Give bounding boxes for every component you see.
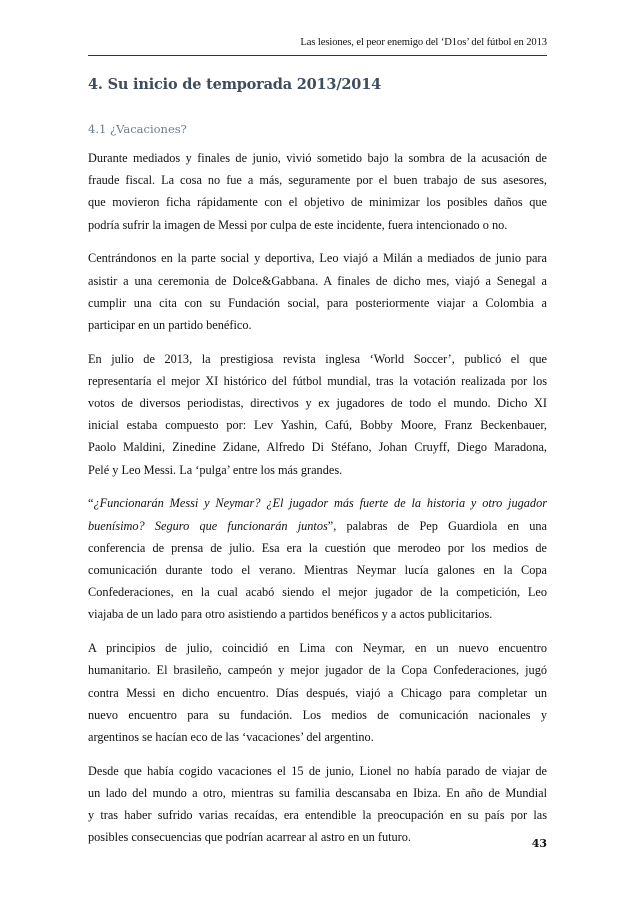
text-line: inicial estaba compuesto por: Lev Yashin, Cafú, Bobby Moore, Franz Beckenbauer, (88, 418, 547, 433)
quote-open-mark: “ (88, 496, 94, 511)
text-line: nuevo encuentro para su fundación. Los medios de comunicación nacionales y (88, 707, 547, 722)
text-line: que movieron ficha rápidamente con el objetivo de minimizar los posibles daños que (88, 195, 547, 210)
text-line: Centrándonos en la parte social y deportiva, Leo viajó a Milán a mediados de junio para (88, 251, 547, 266)
text-line: podría sufrir la imagen de Messi por culpa de este incidente, fuera intencionado o no. (88, 217, 508, 232)
guardiola-quote-part2: buenísimo? Seguro que funcionarán juntos (88, 518, 328, 533)
text-line: viajaba de un lado para otro asistiendo a partidos benéficos y a actos publicitarios. (88, 607, 493, 622)
text-line: En julio de 2013, la prestigiosa revista inglesa ‘World Soccer’, publicó el que (88, 351, 547, 366)
chapter-title: 4. Su inicio de temporada 2013/2014 (88, 76, 381, 93)
page-number: 43 (531, 837, 547, 850)
text-line: Durante mediados y finales de junio, vivió sometido bajo la sombra de la acusación de (88, 151, 547, 165)
text-line: asistir a una ceremonia de Dolce&Gabbana. A finales de dicho mes, viajó a Senegal a (88, 273, 547, 288)
text-line: argentinos se hacían eco de las ‘vacaciones’ del argentino. (88, 729, 374, 744)
text-line: conferencia de prensa de julio. Esa era la cuestión que merodeo por los medios de (88, 540, 547, 555)
text-line: Desde que había cogido vacaciones el 15 de junio, Lionel no había parado de viajar de (88, 763, 547, 778)
text-line: comunicación durante todo el verano. Mientras Neymar lucía galones en la Copa (88, 562, 547, 577)
text-line: participar en un partido benéfico. (88, 317, 252, 332)
text-line: Confederaciones, en la cual acabó siendo el mejor jugador de la competición, Leo (88, 585, 547, 600)
paragraph-3 (88, 348, 547, 481)
paragraph-2 (88, 247, 547, 336)
paragraph-5 (88, 637, 547, 748)
text-line (88, 492, 547, 514)
text-line: humanitario. El brasileño, campeón y mejor jugador de la Copa Confederaciones, jugó (88, 663, 547, 678)
text-line (88, 515, 547, 537)
section-title: 4.1 ¿Vacaciones? (88, 122, 187, 136)
body-text (88, 147, 547, 860)
quote-attribution: ”, palabras de Pep Guardiola en una (327, 518, 547, 533)
running-header: Las lesiones, el peor enemigo del ‘D1os’ del fútbol en 2013 (300, 37, 547, 48)
text-line: Paolo Maldini, Zinedine Zidane, Alfredo Di Stéfano, Johan Cruyff, Diego Maradona, (88, 440, 547, 455)
text-line: posibles consecuencias que podrían acarrear al astro en un futuro. (88, 830, 412, 845)
text-line: A principios de julio, coincidió en Lima con Neymar, en un nuevo encuentro (88, 641, 547, 656)
paragraph-4 (88, 492, 547, 625)
text-line: representaría el mejor XI histórico del fútbol mundial, tras la votación realizada por los (88, 373, 547, 388)
text-line: votos de diversos periodistas, directivos y ex jugadores de todo el mundo. Dicho XI (88, 396, 547, 411)
text-line: contra Messi en dicho encuentro. Días después, viajó a Chicago para completar un (88, 685, 547, 700)
header-rule (88, 55, 547, 56)
text-line: y tras haber sufrido varias recaídas, era entendible la preocupación en su país por las (88, 808, 547, 823)
text-line: cumplir una cita con su Fundación social, para posteriormente viajar a Colombia a (88, 295, 547, 310)
text-line: Pelé y Leo Messi. La ‘pulga’ entre los más grandes. (88, 462, 343, 477)
guardiola-quote-part1: ¿Funcionarán Messi y Neymar? ¿El jugador más fuerte de la historia y otro jugador (93, 496, 547, 511)
paragraph-1 (88, 147, 547, 236)
paragraph-6 (88, 760, 547, 849)
text-line: fraude fiscal. La cosa no fue a más, seguramente por el buen trabajo de sus asesores, (88, 173, 547, 188)
text-line: un lado del mundo a otro, mientras su familia descansaba en Ibiza. En año de Mundial (88, 785, 547, 800)
